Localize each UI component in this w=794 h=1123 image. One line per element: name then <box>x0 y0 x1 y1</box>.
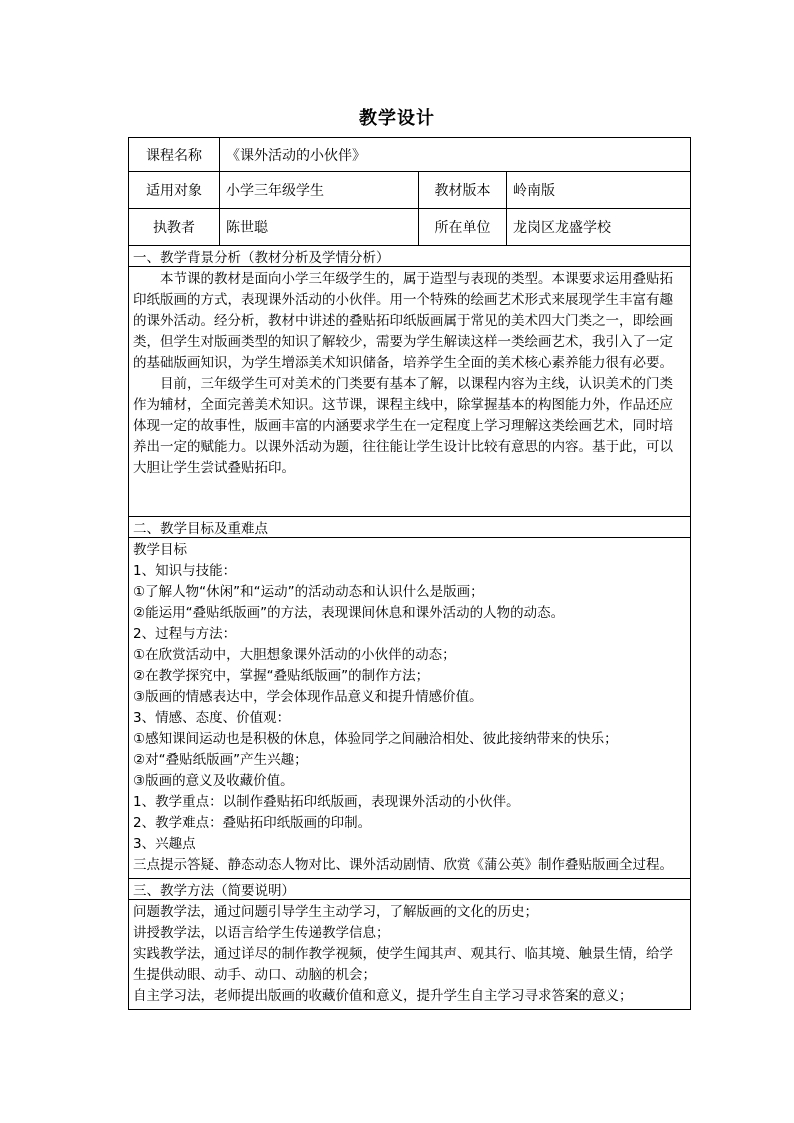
objective-line: 3、兴趣点 <box>133 836 196 852</box>
method-line: 讲授教学法，以语言给学生传递教学信息； <box>133 925 390 941</box>
target-label: 适用对象 <box>129 172 220 209</box>
section2-heading: 二、教学目标及重难点 <box>129 517 691 538</box>
section1-paragraph: 本节课的教材是面向小学三年级学生的，属于造型与表现的类型。本课要求运用叠贴拓印纸版画的方式，表现课外活动的小伙伴。用一个特殊的绘画艺术形式来展现学生丰富有趣的课外活动。经分析，教材中讲述的叠贴拓印纸版画属于常见的美术四大门类之一，即绘画类，但学生对版画类型的知识了解较少，需要为学生解读这样一类绘画艺术，我引入了一定的基础版画知识，为学生增添美术知识储备，培养学生全面的美术核心素养能力很有必要。 <box>133 271 673 371</box>
section3-heading: 三、教学方法（简要说明） <box>129 879 691 900</box>
page-title: 教学设计 <box>359 108 435 129</box>
objective-line: ①感知课间运动也是积极的休息，体验同学之间融洽相处、彼此接纳带来的快乐； <box>133 731 618 747</box>
method-line: 自主学习法，老师提出版画的收藏价值和意义，提升学生自主学习寻求答案的意义； <box>133 988 633 1004</box>
section1-heading: 一、教学背景分析（教材分析及学情分析） <box>129 246 691 267</box>
edition-value: 岭南版 <box>507 172 691 209</box>
objective-line: ③版画的意义及收藏价值。 <box>133 773 294 789</box>
edition-label: 教材版本 <box>419 172 507 209</box>
objective-line: ③版画的情感表达中，学会体现作品意义和提升情感价值。 <box>133 689 483 705</box>
objective-line: ②在教学探究中，掌握“叠贴纸版画”的制作方法； <box>133 668 430 684</box>
teacher-label: 执教者 <box>129 209 220 246</box>
section1-body <box>129 267 691 517</box>
target-value: 小学三年级学生 <box>220 172 419 209</box>
objective-line: 1、教学重点：以制作叠贴拓印纸版画，表现课外活动的小伙伴。 <box>133 794 520 810</box>
unit-label: 所在单位 <box>419 209 507 246</box>
objective-line: ②对“叠贴纸版画”产生兴趣； <box>133 752 308 768</box>
target-row <box>129 172 691 209</box>
unit-value: 龙岗区龙盛学校 <box>507 209 691 246</box>
section3-body <box>129 900 691 1010</box>
method-line: 问题教学法，通过问题引导学生主动学习，了解版画的文化的历史； <box>133 904 538 920</box>
course-row <box>129 138 691 172</box>
objective-line: ②能运用“叠贴纸版画”的方法，表现课间休息和课外活动的人物的动态。 <box>133 605 565 621</box>
objective-line: 1、知识与技能： <box>133 563 237 579</box>
section2-body <box>129 538 691 879</box>
objective-line: 2、过程与方法： <box>133 626 237 642</box>
method-line: 实践教学法，通过详尽的制作教学视频，使学生闻其声、观其行、临其境、触景生情，给学生提供动眼、动手、动口、动脑的机会； <box>133 946 673 983</box>
teacher-row <box>129 209 691 246</box>
section1-paragraph: 目前，三年级学生可对美术的门类要有基本了解，以课程内容为主线，认识美术的门类作为辅材，全面完善美术知识。这节课，课程主线中，除掌握基本的构图能力外，作品还应体现一定的故事性，版画丰富的内涵要求学生在一定程度上学习理解这类绘画艺术，同时培养出一定的赋能力。以课外活动为题，往往能让学生设计比较有意思的内容。基于此，可以大胆让学生尝试叠贴拓印。 <box>133 376 673 476</box>
objective-line: ①了解人物“休闲”和“运动”的活动动态和认识什么是版画； <box>133 584 484 600</box>
objective-line: 2、教学难点：叠贴拓印纸版画的印制。 <box>133 815 372 831</box>
objective-line: ①在欣赏活动中，大胆想象课外活动的小伙伴的动态； <box>133 647 456 663</box>
objective-line: 三点提示答疑、静态动态人物对比、课外活动剧情、欣赏《蒲公英》制作叠贴版画全过程。 <box>133 857 673 873</box>
teacher-value: 陈世聪 <box>220 209 419 246</box>
objective-line: 教学目标 <box>133 542 187 558</box>
course-value: 《课外活动的小伙伴》 <box>220 138 691 172</box>
course-label: 课程名称 <box>129 138 220 172</box>
objective-line: 3、情感、态度、价值观： <box>133 710 291 726</box>
lesson-plan-table <box>128 137 691 1010</box>
